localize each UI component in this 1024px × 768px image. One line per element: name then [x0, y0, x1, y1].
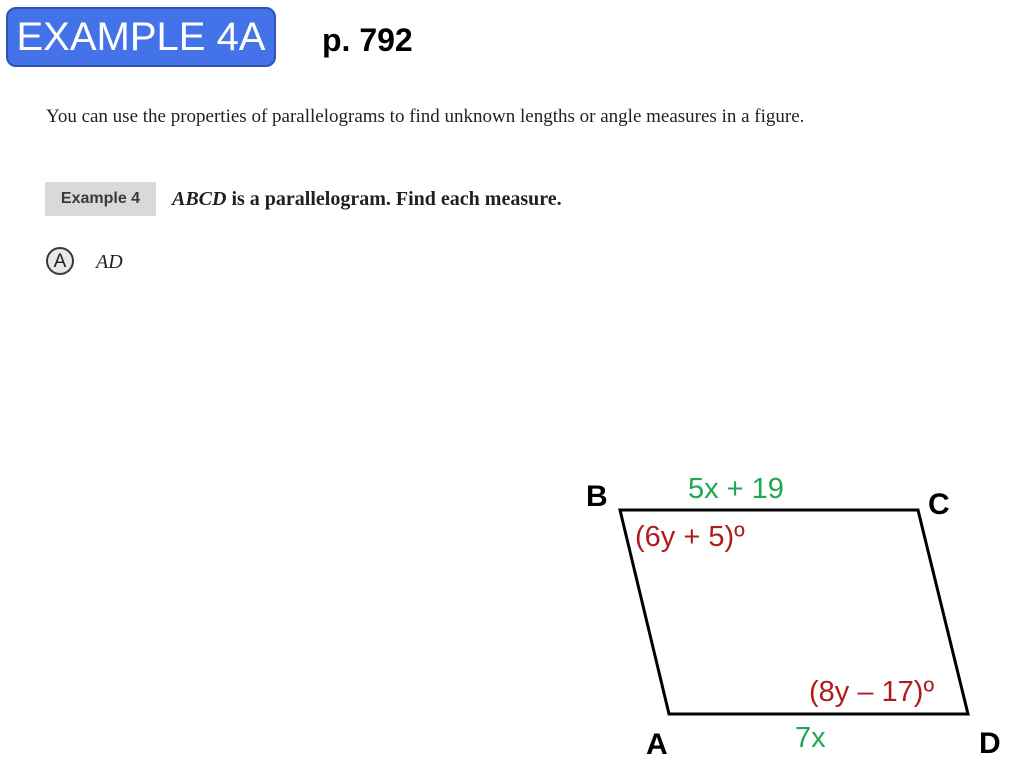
side-label-ad: 7x	[795, 722, 826, 754]
vertex-label-d: D	[979, 727, 1001, 760]
part-a-text: AD	[96, 251, 123, 273]
angle-label-b: (6y + 5)º	[635, 521, 745, 553]
vertex-label-b: B	[586, 480, 608, 513]
example-badge: EXAMPLE 4A	[6, 7, 276, 67]
part-a-marker: A	[46, 247, 74, 275]
example-label: Example 4	[45, 182, 156, 216]
page-reference: p. 792	[322, 22, 413, 58]
prompt-text: is a parallelogram. Find each measure.	[226, 188, 562, 210]
angle-label-d: (8y – 17)º	[809, 676, 935, 708]
parallelogram-name: ABCD	[172, 188, 227, 210]
vertex-label-a: A	[646, 728, 668, 761]
intro-paragraph: You can use the properties of parallelograms to find unknown lengths or angle measures in a figure.	[46, 106, 805, 127]
side-label-bc: 5x + 19	[688, 473, 784, 505]
vertex-label-c: C	[928, 488, 950, 521]
